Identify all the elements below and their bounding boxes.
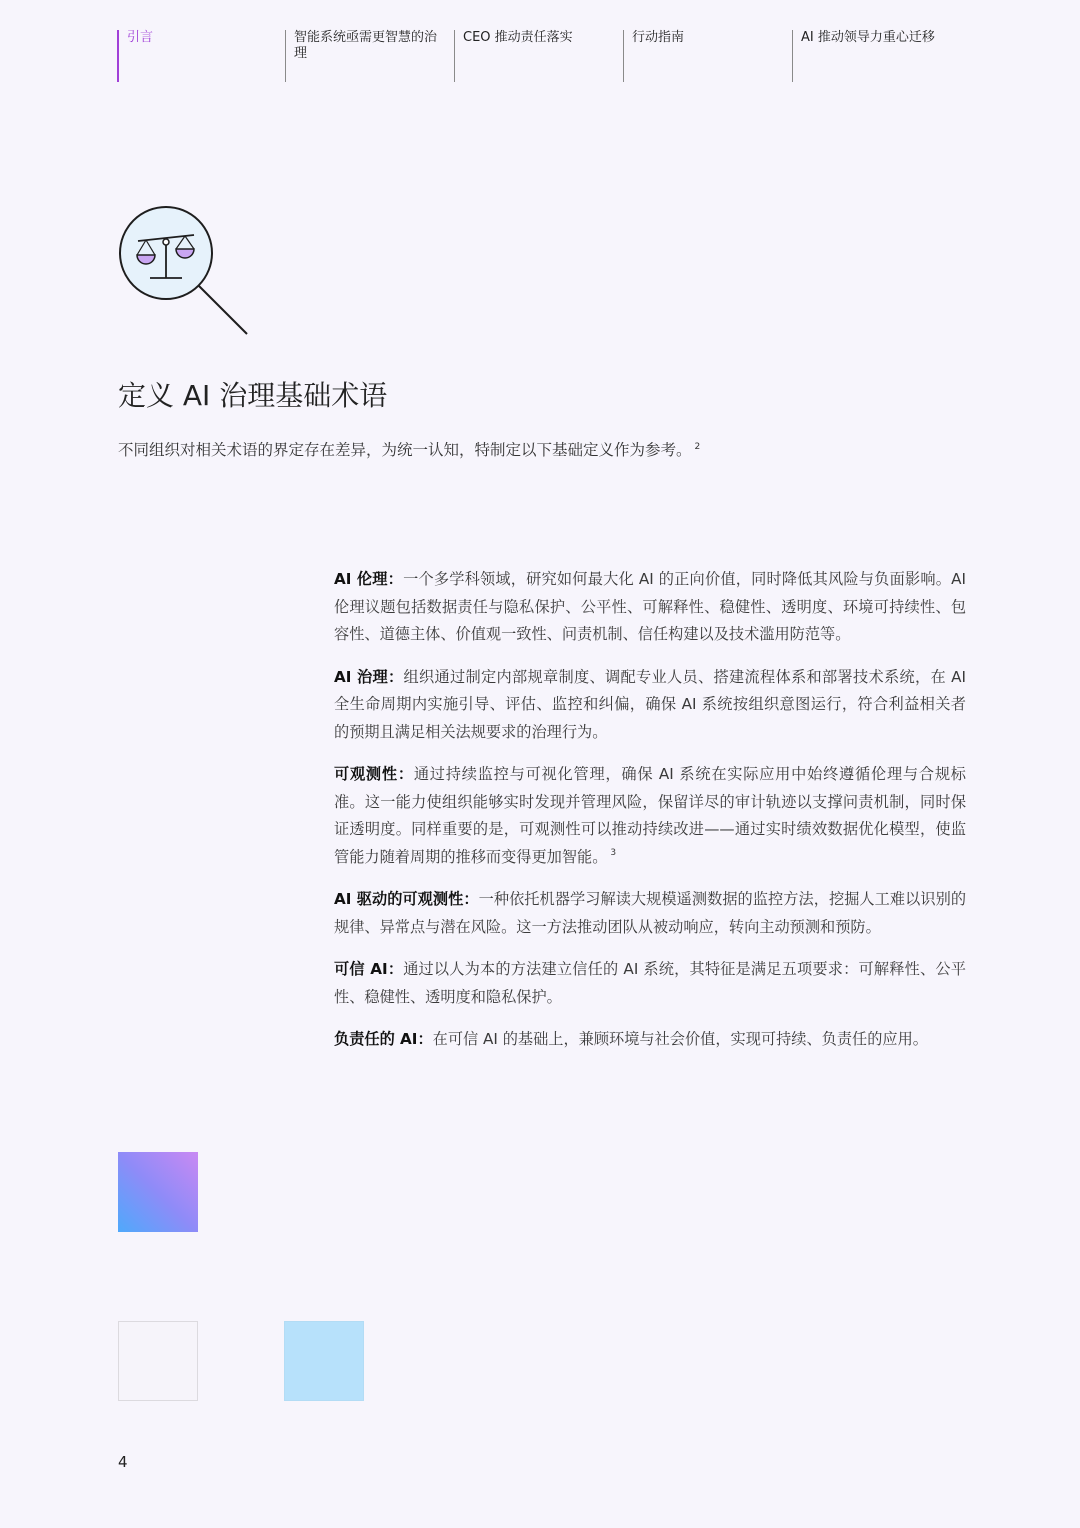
intro-text: [118, 438, 700, 460]
tab-ceo-responsibility[interactable]: CEO 推动责任落实: [454, 30, 623, 82]
definition-observability: [334, 761, 966, 871]
intro-body: 不同组织对相关术语的界定存在差异，为统一认知，特制定以下基础定义作为参考。: [118, 441, 692, 459]
footnote-marker: 2: [694, 441, 701, 452]
definition-term: AI 驱动的可观测性：: [334, 890, 479, 908]
definition-text: 在可信 AI 的基础上，兼顾环境与社会价值，实现可持续、负责任的应用。: [432, 1030, 928, 1048]
definition-list: [334, 566, 966, 1069]
definition-ai-governance: [334, 664, 966, 747]
definition-text: 一种依托机器学习解读大规模遥测数据的监控方法，挖掘人工难以识别的规律、异常点与潜在风险。这一方法推动团队从被动响应，转向主动预测和预防。: [334, 890, 967, 936]
definition-text: 通过以人为本的方法建立信任的 AI 系统，其特征是满足五项要求：可解释性、公平性、稳健性、透明度和隐私保护。: [334, 960, 966, 1006]
page-number: 4: [118, 1453, 128, 1471]
definition-ai-ethics: [334, 566, 966, 649]
section-navigation: [117, 30, 977, 82]
tab-introduction[interactable]: 引言: [117, 30, 285, 82]
page-title: 定义 AI 治理基础术语: [118, 379, 388, 412]
definition-text: 组织通过制定内部规章制度、调配专业人员、搭建流程体系和部署技术系统，在 AI 全生命周期内实施引导、评估、监控和纠偏，确保 AI 系统按组织意图运行，符合利益相关者的预期且满足相关法规要求的治理行为。: [334, 667, 966, 741]
definition-trustworthy-ai: [334, 956, 966, 1011]
tab-leadership-shift[interactable]: AI 推动领导力重心迁移: [792, 30, 977, 82]
definition-ai-observability: [334, 886, 966, 941]
tab-smart-governance[interactable]: 智能系统亟需更智慧的治理: [285, 30, 454, 82]
definition-term: AI 治理：: [334, 667, 404, 686]
definition-text: 通过持续监控与可视化管理，确保 AI 系统在实际应用中始终遵循伦理与合规标准。这一能力使组织能够实时发现并管理风险，保留详尽的审计轨迹以支撑问责机制，同时保证透明度。同样重要的是，可观测性可以推动持续改进——通过实时绩效数据优化模型，使监管能力随着周期的推移而变得更加智能。: [334, 765, 966, 866]
footnote-marker: 3: [610, 848, 617, 859]
light-color-swatch: [118, 1321, 198, 1401]
definition-term: AI 伦理：: [334, 570, 404, 588]
definition-term: 可观测性：: [334, 765, 414, 783]
tab-action-guide[interactable]: 行动指南: [623, 30, 792, 82]
definition-responsible-ai: [334, 1026, 966, 1054]
definition-term: 可信 AI：: [334, 960, 404, 978]
definition-text: 一个多学科领域，研究如何最大化 AI 的正向价值，同时降低其风险与负面影响。AI 伦理议题包括数据责任与隐私保护、公平性、可解释性、稳健性、透明度、环境可持续性、包容性、道德主体、价值观一致性、问责机制、信任构建以及技术滥用防范等。: [334, 570, 966, 643]
gradient-color-swatch: [118, 1152, 198, 1232]
definition-term: 负责任的 AI：: [334, 1030, 433, 1048]
blue-color-swatch: [284, 1321, 364, 1401]
scales-magnifier-icon: [116, 205, 252, 337]
